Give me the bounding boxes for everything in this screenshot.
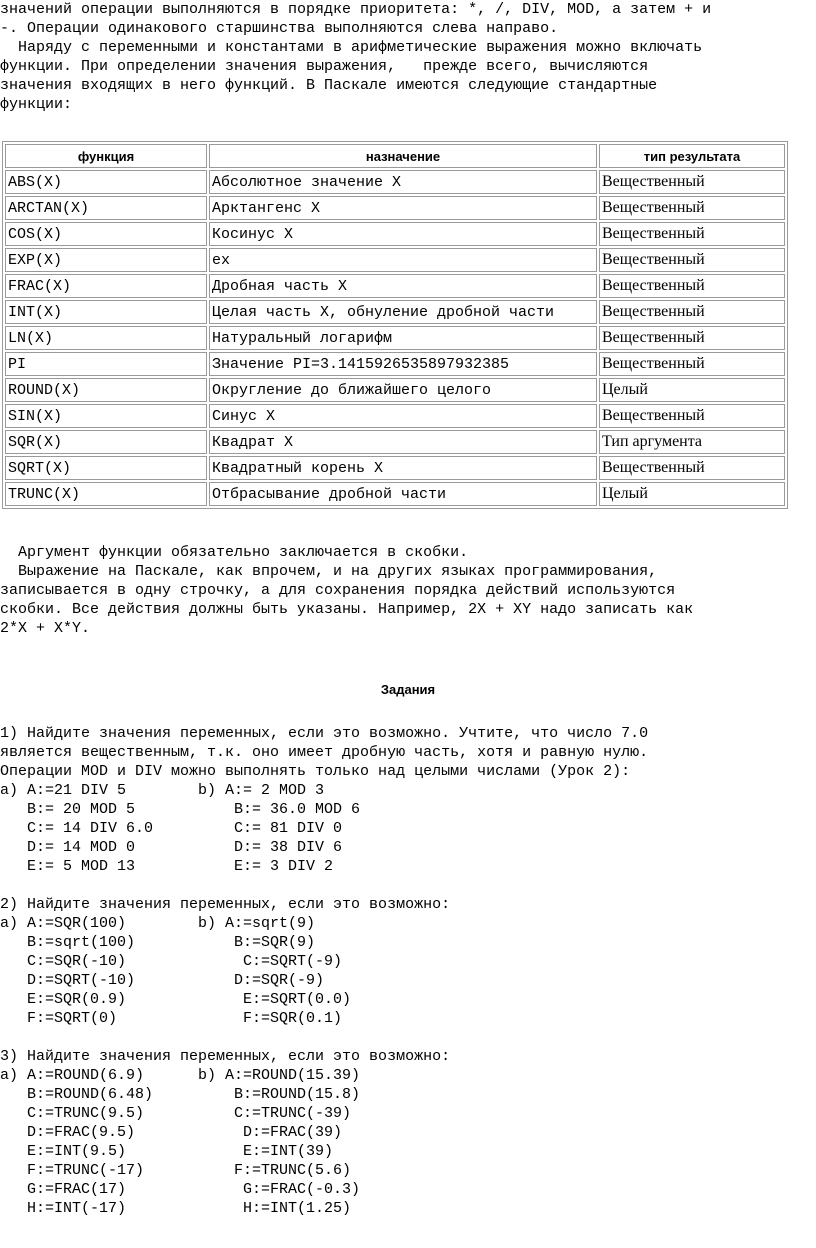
function-cell: COS(X) bbox=[5, 222, 207, 246]
table-row bbox=[5, 430, 785, 454]
functions-table bbox=[2, 141, 788, 509]
purpose-cell: Квадрат X bbox=[209, 430, 597, 454]
paragraph-line: скобки. Все действия должны быть указаны. Например, 2X + XY надо записать как bbox=[0, 601, 694, 618]
task-line: D:= 14 MOD 0 D:= 38 DIV 6 bbox=[0, 839, 343, 856]
task-line: является вещественным, т.к. оно имеет дробную часть, хотя и равную нулю. bbox=[0, 744, 649, 761]
intro-line: функции: bbox=[0, 96, 73, 113]
intro-line: значения входящих в него функций. В Паскале имеются следующие стандартные bbox=[0, 77, 658, 94]
result-type-cell: Вещественный bbox=[599, 222, 785, 246]
function-cell: SQRT(X) bbox=[5, 456, 207, 480]
result-type-cell: Вещественный bbox=[599, 404, 785, 428]
result-type-cell: Вещественный bbox=[599, 352, 785, 376]
column-header-result-type: тип результата bbox=[599, 144, 785, 168]
task-line: E:=INT(9.5) E:=INT(39) bbox=[0, 1143, 334, 1160]
result-type-cell: Вещественный bbox=[599, 196, 785, 220]
table-row bbox=[5, 352, 785, 376]
paragraph-line: Аргумент функции обязательно заключается в скобки. bbox=[0, 544, 469, 561]
task-line: C:=SQR(-10) C:=SQRT(-9) bbox=[0, 953, 343, 970]
function-cell: INT(X) bbox=[5, 300, 207, 324]
task-line: C:=TRUNC(9.5) C:=TRUNC(-39) bbox=[0, 1105, 352, 1122]
task-line: D:=FRAC(9.5) D:=FRAC(39) bbox=[0, 1124, 343, 1141]
task-line: B:=ROUND(6.48) B:=ROUND(15.8) bbox=[0, 1086, 361, 1103]
purpose-cell: Дробная часть X bbox=[209, 274, 597, 298]
result-type-cell: Вещественный bbox=[599, 248, 785, 272]
task-line: G:=FRAC(17) G:=FRAC(-0.3) bbox=[0, 1181, 361, 1198]
result-type-cell: Вещественный bbox=[599, 326, 785, 350]
table-row bbox=[5, 300, 785, 324]
task-line: H:=INT(-17) H:=INT(1.25) bbox=[0, 1200, 352, 1217]
tasks-heading: Задания bbox=[380, 682, 436, 697]
task-line: a) A:=21 DIV 5 b) A:= 2 MOD 3 bbox=[0, 782, 325, 799]
result-type-cell: Целый bbox=[599, 482, 785, 506]
intro-line: -. Операции одинакового старшинства выполняются слева направо. bbox=[0, 20, 559, 37]
paragraph-line: Выражение на Паскале, как впрочем, и на других языках программирования, bbox=[0, 563, 658, 580]
purpose-cell: Целая часть X, обнуление дробной части bbox=[209, 300, 597, 324]
task-line: B:= 20 MOD 5 B:= 36.0 MOD 6 bbox=[0, 801, 361, 818]
function-cell: ABS(X) bbox=[5, 170, 207, 194]
table-row bbox=[5, 248, 785, 272]
function-cell: SIN(X) bbox=[5, 404, 207, 428]
result-type-cell: Вещественный bbox=[599, 300, 785, 324]
purpose-cell: ex bbox=[209, 248, 597, 272]
purpose-cell: Косинус X bbox=[209, 222, 597, 246]
intro-line: значений операции выполняются в порядке приоритета: *, /, DIV, MOD, а затем + и bbox=[0, 1, 712, 18]
function-cell: EXP(X) bbox=[5, 248, 207, 272]
result-type-cell: Вещественный bbox=[599, 274, 785, 298]
table-row bbox=[5, 326, 785, 350]
task-line: F:=SQRT(0) F:=SQR(0.1) bbox=[0, 1010, 343, 1027]
function-cell: SQR(X) bbox=[5, 430, 207, 454]
paragraph-line: 2*X + X*Y. bbox=[0, 620, 91, 637]
result-type-cell: Тип аргумента bbox=[599, 430, 785, 454]
task-line: 1) Найдите значения переменных, если это возможно. Учтите, что число 7.0 bbox=[0, 725, 649, 742]
table-row bbox=[5, 196, 785, 220]
result-type-cell: Целый bbox=[599, 378, 785, 402]
function-cell: ARCTAN(X) bbox=[5, 196, 207, 220]
intro-line: Наряду с переменными и константами в арифметические выражения можно включать bbox=[0, 39, 703, 56]
function-cell: ROUND(X) bbox=[5, 378, 207, 402]
task-line: a) A:=ROUND(6.9) b) A:=ROUND(15.39) bbox=[0, 1067, 361, 1084]
task-line: E:=SQR(0.9) E:=SQRT(0.0) bbox=[0, 991, 352, 1008]
purpose-cell: Округление до ближайшего целого bbox=[209, 378, 597, 402]
column-header-function: функция bbox=[5, 144, 207, 168]
purpose-cell: Натуральный логарифм bbox=[209, 326, 597, 350]
table-header-row bbox=[5, 144, 785, 168]
purpose-cell: Синус X bbox=[209, 404, 597, 428]
intro-line: функции. При определении значения выражения, прежде всего, вычисляются bbox=[0, 58, 649, 75]
task-line: E:= 5 MOD 13 E:= 3 DIV 2 bbox=[0, 858, 334, 875]
table-row bbox=[5, 404, 785, 428]
purpose-cell: Значение PI=3.1415926535897932385 bbox=[209, 352, 597, 376]
task-line: D:=SQRT(-10) D:=SQR(-9) bbox=[0, 972, 325, 989]
paragraph-line: записывается в одну строчку, а для сохранения порядка действий используются bbox=[0, 582, 676, 599]
task-line: 2) Найдите значения переменных, если это возможно: bbox=[0, 896, 451, 913]
result-type-cell: Вещественный bbox=[599, 456, 785, 480]
result-type-cell: Вещественный bbox=[599, 170, 785, 194]
table-row bbox=[5, 274, 785, 298]
task-line: B:=sqrt(100) B:=SQR(9) bbox=[0, 934, 316, 951]
table-row bbox=[5, 222, 785, 246]
task-line: 3) Найдите значения переменных, если это возможно: bbox=[0, 1048, 451, 1065]
purpose-cell: Абсолютное значение X bbox=[209, 170, 597, 194]
table-row bbox=[5, 378, 785, 402]
function-cell: TRUNC(X) bbox=[5, 482, 207, 506]
table-row bbox=[5, 456, 785, 480]
task-line: a) A:=SQR(100) b) A:=sqrt(9) bbox=[0, 915, 316, 932]
task-line: C:= 14 DIV 6.0 C:= 81 DIV 0 bbox=[0, 820, 343, 837]
table-row bbox=[5, 482, 785, 506]
function-cell: FRAC(X) bbox=[5, 274, 207, 298]
function-cell: LN(X) bbox=[5, 326, 207, 350]
purpose-cell: Отбрасывание дробной части bbox=[209, 482, 597, 506]
function-cell: PI bbox=[5, 352, 207, 376]
column-header-purpose: назначение bbox=[209, 144, 597, 168]
table-row bbox=[5, 170, 785, 194]
task-line: Операции MOD и DIV можно выполнять только над целыми числами (Урок 2): bbox=[0, 763, 631, 780]
purpose-cell: Арктангенс X bbox=[209, 196, 597, 220]
purpose-cell: Квадратный корень X bbox=[209, 456, 597, 480]
task-line: F:=TRUNC(-17) F:=TRUNC(5.6) bbox=[0, 1162, 352, 1179]
